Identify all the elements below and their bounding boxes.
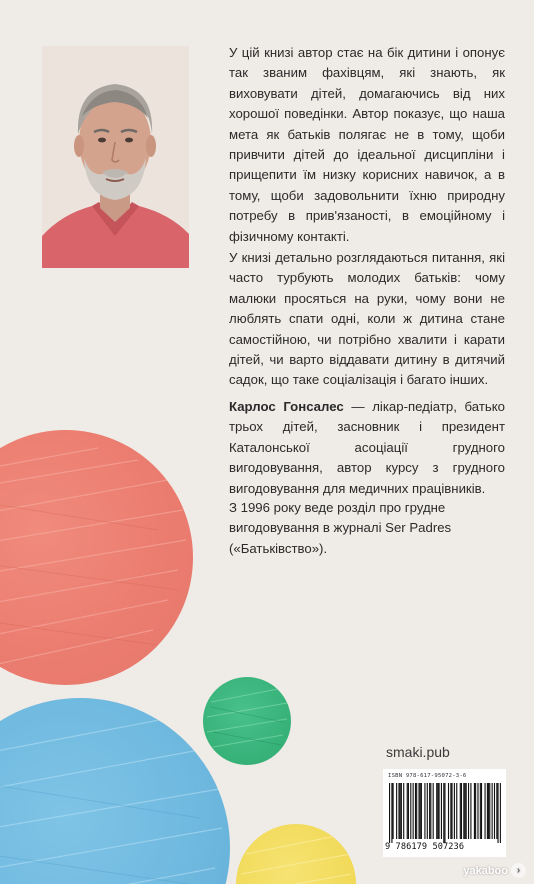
barcode-bar — [500, 783, 501, 843]
barcode-bar — [389, 783, 390, 843]
coral-circle-decoration — [0, 430, 193, 685]
barcode-bar — [477, 783, 478, 839]
author-name: Карлос Гонсалес — [229, 399, 344, 414]
barcode-bar — [444, 783, 445, 843]
barcode-bar — [496, 783, 497, 839]
barcode-bar — [396, 783, 397, 839]
barcode-bar — [421, 783, 422, 839]
barcode-bar — [398, 783, 399, 839]
barcode-bar — [460, 783, 461, 839]
barcode-bar — [492, 783, 493, 839]
yakaboo-watermark — [463, 863, 526, 878]
topics-paragraph: У книзі детально розглядаються питання, які часто турбують молодих батьків: чому малюки просяться на руки, чому вони не люблять спати одні, коли ж дитина стане самостійною, чи потрібно хвалити і карати дітей, чи варто віддавати дитину в дитячий садок, що таке соціалізація і багато інших. — [229, 250, 505, 388]
intro-paragraph: У цій книзі автор стає на бік дитини і опонує так званим фахівцям, які знають, як виховувати дітей, домагаючись від них хорошої поведінки. Автор показує, що наша мета як батьків полягає не в тому, щоби привчити дітей до ідеальної дисципліни і прищепити їм низку корисних навичок, а в тому, щоби задовольнити їхню природну потребу в прив'язаності, в емоційному і фізичному контакті. — [229, 45, 505, 244]
barcode-bar — [466, 783, 467, 839]
author-column-paragraph: З 1996 року веде розділ про грудне вигодовування в журналі Ser Padres («Батьківство»). — [229, 500, 452, 556]
barcode-bar — [464, 783, 465, 839]
barcode-bar — [461, 783, 462, 839]
barcode-bar — [391, 783, 392, 843]
barcode-bar — [393, 783, 394, 839]
barcode-bar — [430, 783, 431, 839]
barcode-bar — [439, 783, 440, 839]
author-portrait-illustration — [42, 46, 189, 268]
blue-circle-decoration — [0, 698, 230, 884]
barcode-bar — [487, 783, 488, 839]
barcode-bar — [437, 783, 438, 839]
publisher-website: smaki.pub — [386, 744, 450, 760]
barcode-bar — [407, 783, 408, 839]
barcode-bar — [497, 783, 498, 843]
barcode-bars — [389, 783, 501, 843]
isbn-label: ISBN 978-617-95072-3-6 — [388, 773, 467, 779]
barcode-digits: 9 786179 507236 — [385, 842, 465, 852]
barcode-bar — [451, 783, 452, 839]
barcode-bar — [420, 783, 421, 839]
author-bio-paragraph — [229, 397, 505, 499]
barcode-bar — [436, 783, 437, 839]
barcode-bar — [488, 783, 489, 839]
barcode-bar — [413, 783, 414, 839]
watermark-arrow-icon: › — [511, 863, 526, 878]
barcode-bar — [427, 783, 428, 839]
barcode-bar — [424, 783, 425, 839]
barcode-bar — [433, 783, 434, 839]
barcode-bar — [480, 783, 481, 839]
watermark-text: yakaboo — [463, 864, 508, 877]
barcode-bar — [456, 783, 457, 839]
green-circle-texture — [203, 677, 291, 765]
author-bio: — лікар-педіатр, батько трьох дітей, засновник і президент Каталонської асоціації грудного вигодовування, автор курсу з грудного вигодовування для медичних працівників. — [229, 399, 505, 496]
barcode-bar — [441, 783, 442, 839]
barcode-bar — [468, 783, 469, 839]
barcode-bar — [401, 783, 402, 839]
barcode-bar — [410, 783, 411, 839]
blue-circle-texture — [0, 698, 230, 884]
barcode-bar — [418, 783, 419, 839]
green-circle-decoration — [203, 677, 291, 765]
coral-circle-texture — [0, 430, 193, 685]
barcode-bar — [450, 783, 451, 839]
barcode-bar — [474, 783, 475, 839]
barcode-bar — [475, 783, 476, 839]
barcode-bar — [463, 783, 464, 839]
barcode-bar — [448, 783, 449, 839]
author-photo — [42, 46, 189, 268]
barcode-bar — [400, 783, 401, 839]
barcode-bar — [415, 783, 416, 839]
barcode-bar — [481, 783, 482, 839]
barcode-bar — [408, 783, 409, 839]
barcode-bar — [443, 783, 444, 843]
barcode-bar — [470, 783, 471, 839]
yellow-circle-decoration — [236, 824, 356, 884]
barcode-bar — [489, 783, 490, 839]
barcode-bar — [494, 783, 495, 839]
barcode-bar — [484, 783, 485, 839]
yellow-circle-texture — [236, 824, 356, 884]
barcode-bar — [403, 783, 404, 839]
isbn-barcode — [383, 769, 506, 857]
barcode-bar — [416, 783, 417, 839]
barcode-bar — [429, 783, 430, 839]
barcode-bar — [454, 783, 455, 839]
